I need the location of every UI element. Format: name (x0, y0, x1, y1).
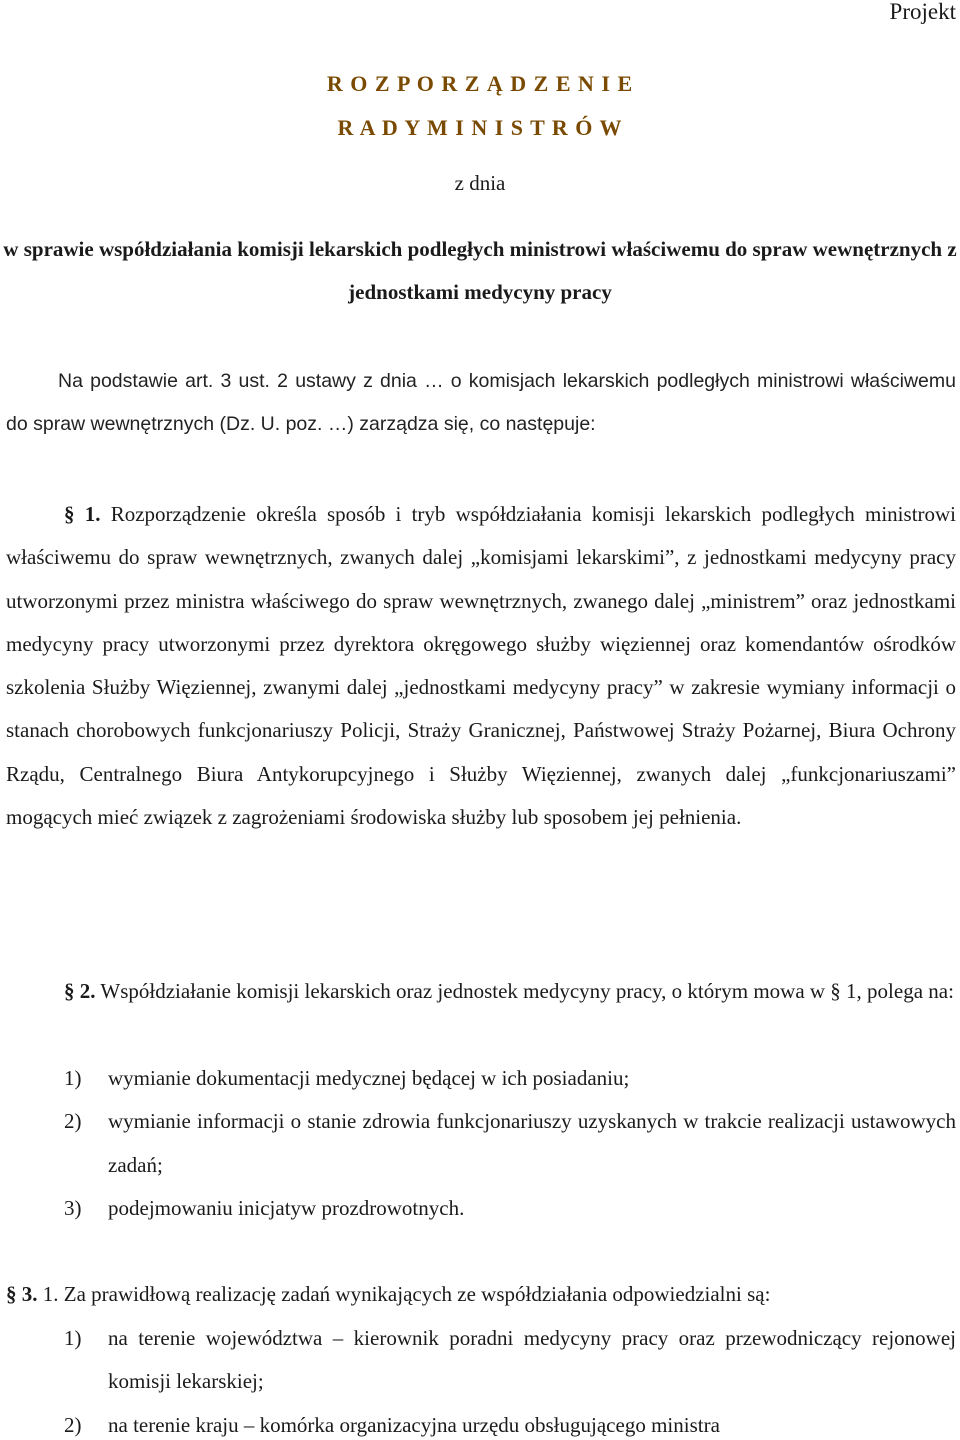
section-3-number: § 3. (6, 1282, 38, 1306)
section-2-text: Współdziałanie komisji lekarskich oraz jednostek medycyny pracy, o którym mowa w § 1, polega na: (100, 979, 954, 1003)
list-item (6, 1187, 956, 1230)
section-1 (6, 493, 956, 839)
section-1-number: § 1. (64, 502, 101, 526)
section-1-text: Rozporządzenie określa sposób i tryb współdziałania komisji lekarskich podległych ministrowi właściwemu do spraw wewnętrznych, zwanych dalej „komisjami lekarskimi”, z jednostkami medycyny pracy utworzonymi przez ministra właściwego do spraw wewnętrznych, zwanego dalej „ministrem” oraz jednostkami medycyny pracy utworzonymi przez dyrektora okręgowego służby więziennej oraz komendantów ośrodków szkolenia Służby Więziennej, zwanymi dalej „jednostkami medycyny pracy” w zakresie wymiany informacji o stanach chorobowych funkcjonariuszy Policji, Straży Granicznej, Państwowej Straży Pożarnej, Biura Ochrony Rządu, Centralnego Biura Antykorupcyjnego i Służby Więziennej, zwanych dalej „funkcjonariuszami” mogących mieć związek z zagrożeniami środowiska służby lub sposobem jej pełnienia. (6, 502, 957, 830)
project-label: Projekt (889, 0, 956, 24)
section-3-list (6, 1317, 956, 1440)
date-line: z dnia (454, 171, 506, 195)
legal-basis-text: Na podstawie art. 3 ust. 2 ustawy z dnia … o komisjach lekarskich podległych ministrowi właściwemu do spraw wewnętrznych (Dz. U. poz. …) zarządza się, co następuje: (6, 370, 956, 435)
list-item-text: wymianie informacji o stanie zdrowia funkcjonariuszy uzyskanych w trakcie realizacji ustawowych zadań; (108, 1109, 956, 1177)
section-2-number: § 2. (64, 979, 96, 1003)
document-subject: w sprawie współdziałania komisji lekarskich podległych ministrowi właściwemu do spraw wewnętrznych z jednostkami medycyny pracy (3, 237, 957, 304)
list-item (6, 1404, 956, 1440)
list-item (6, 1100, 956, 1187)
list-item (6, 1057, 956, 1100)
document-type-title: R O Z P O R Z Ą D Z E N I E (326, 71, 634, 96)
section-2-list (6, 1057, 956, 1230)
section-2 (6, 970, 956, 1013)
list-item-text: na terenie województwa – kierownik poradni medycyny pracy oraz przewodniczący rejonowej komisji lekarskiej; (108, 1326, 956, 1394)
legal-basis (6, 360, 956, 446)
list-item-text: na terenie kraju – komórka organizacyjna urzędu obsługującego ministra (108, 1412, 720, 1437)
list-item-text: wymianie dokumentacji medycznej będącej w ich posiadaniu; (108, 1066, 630, 1090)
section-3 (6, 1273, 956, 1316)
list-item-number: 2) (64, 1109, 82, 1134)
list-item-number: 2) (64, 1412, 82, 1437)
section-3-subnumber: 1. (42, 1282, 59, 1306)
section-3-text: Za prawidłową realizację zadań wynikających ze współdziałania odpowiedzialni są: (63, 1282, 771, 1306)
issuer-title: R A D Y M I N I S T R Ó W (337, 115, 623, 140)
list-item-number: 1) (64, 1066, 82, 1090)
list-item-number: 1) (64, 1326, 82, 1350)
list-item-number: 3) (64, 1195, 82, 1220)
list-item (6, 1317, 956, 1404)
list-item-text: podejmowaniu inicjatyw prozdrowotnych. (108, 1195, 465, 1220)
